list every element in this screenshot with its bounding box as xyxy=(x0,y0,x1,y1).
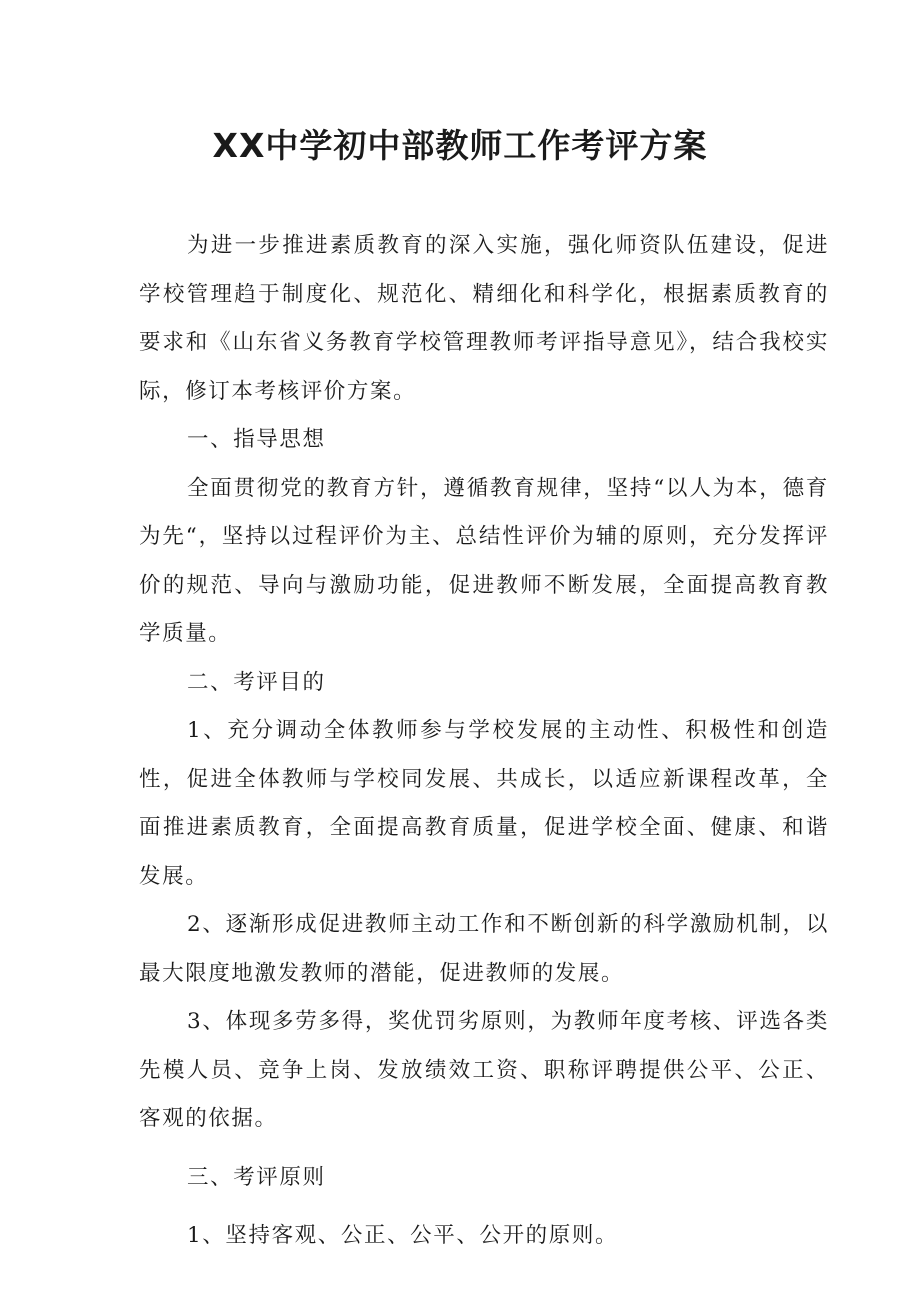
section-heading-evaluation-principles: 三、考评原则 xyxy=(187,1164,326,1190)
section-heading-evaluation-purpose: 二、考评目的 xyxy=(187,669,326,695)
purpose-item-3: 3、体现多劳多得，奖优罚劣原则，为教师年度考核、评选各类先模人员、竞争上岗、发放绩效工资、职称评聘提供公平、公正、客观的依据。 xyxy=(139,1009,829,1131)
spacer xyxy=(139,1144,829,1154)
spacer xyxy=(139,1202,829,1212)
principle-item-1: 1、坚持客观、公正、公平、公开的原则。 xyxy=(187,1223,619,1248)
purpose-item-1: 1、充分调动全体教师参与学校发展的主动性、积极性和创造性，促进全体教师与学校同发展、共成长，以适应新课程改革，全面推进素质教育，全面提高教育质量，促进学校全面、健康、和谐发展。 xyxy=(139,718,829,889)
document-title: XX中学初中部教师工作考评方案 xyxy=(212,126,708,165)
purpose-item-2: 2、逐渐形成促进教师主动工作和不断创新的科学激励机制，以最大限度地激发教师的潜能，促进教师的发展。 xyxy=(139,912,829,986)
intro-paragraph: 为进一步推进素质教育的深入实施，强化师资队伍建设，促进学校管理趋于制度化、规范化、精细化和科学化，根据素质教育的要求和《山东省义务教育学校管理教师考评指导意见》，结合我校实际，修订本考核评价方案。 xyxy=(139,233,829,404)
guiding-ideology-paragraph: 全面贯彻党的教育方针，遵循教育规律，坚持“以人为本，德育为先“，坚持以过程评价为主、总结性评价为辅的原则，充分发挥评价的规范、导向与激励功能，促进教师不断发展，全面提高教育教学质量。 xyxy=(139,475,829,646)
document-body xyxy=(139,222,829,1261)
section-heading-guiding-ideology: 一、指导思想 xyxy=(187,427,326,452)
